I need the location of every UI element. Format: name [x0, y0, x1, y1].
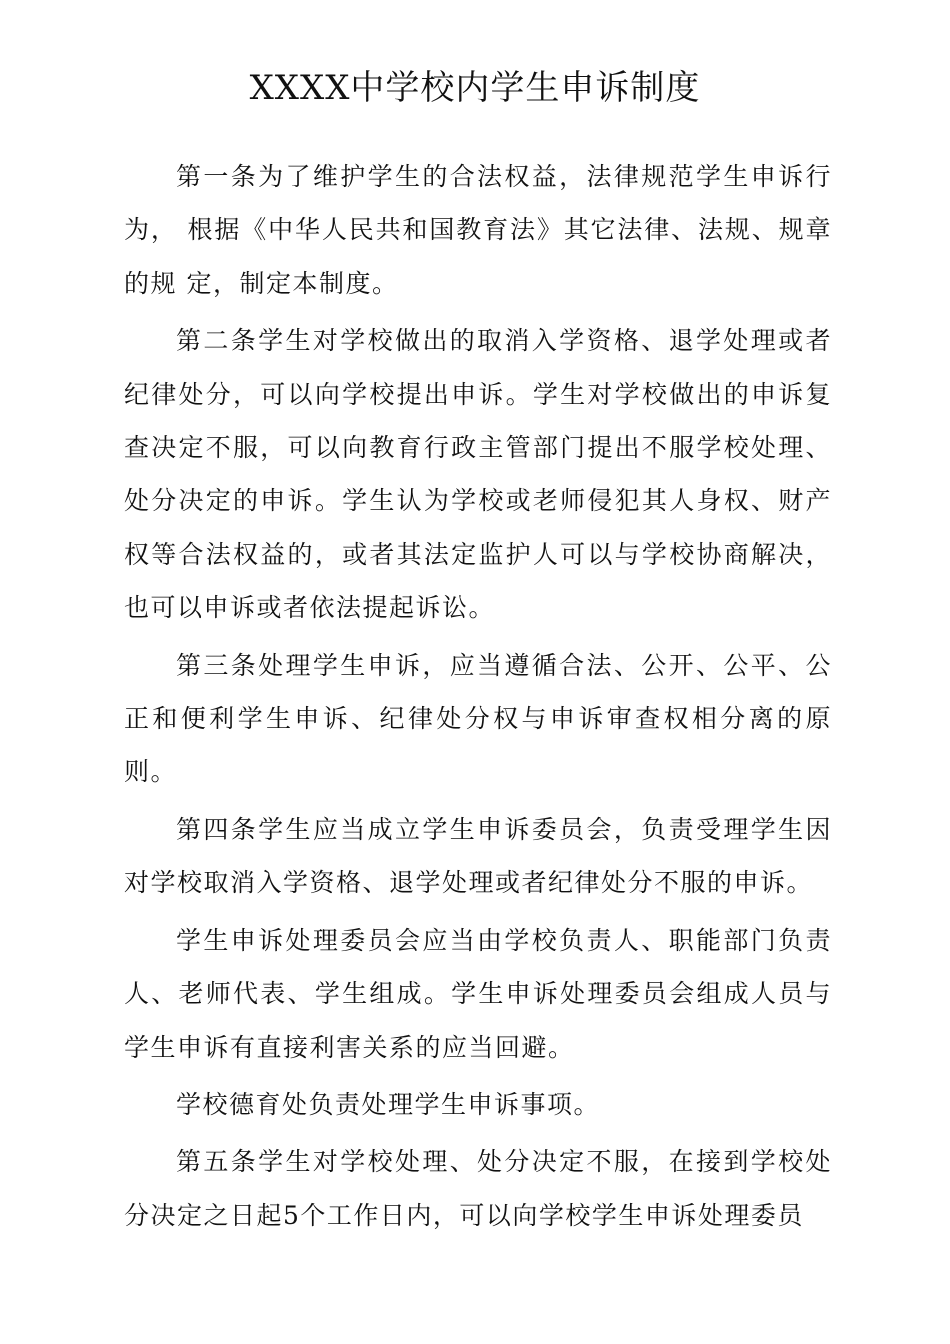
- paragraph-moral-education-office: 学校德育处负责处理学生申诉事项。: [176, 1089, 601, 1119]
- paragraph-article-2: 第二条学生对学校做出的取消入学资格、退学处理或者纪律处分，可以向学校提出申诉。学生对学校做出的申诉复查决定不服，可以向教育行政主管部门提出不服学校处理、处分决定的申诉。学生认为学校或老师侵犯其人身权、财产权等合法权益的，或者其法定监护人可以与学校协商解决，也可以申诉或者依法提起诉讼。: [124, 326, 832, 623]
- paragraph-committee-composition: 学生申诉处理委员会应当由学校负责人、职能部门负责人、老师代表、学生组成。学生申诉处理委员会组成人员与学生申诉有直接利害关系的应当回避。: [124, 925, 832, 1062]
- document-title: XXXX中学校内学生申诉制度: [249, 68, 701, 108]
- document-body: [124, 150, 832, 1246]
- paragraph-article-5: 第五条学生对学校处理、处分决定不服，在接到学校处分决定之日起5个工作日内，可以向学校学生申诉处理委员: [124, 1147, 832, 1230]
- paragraph-article-4: 第四条学生应当成立学生申诉委员会，负责受理学生因对学校取消入学资格、退学处理或者纪律处分不服的申诉。: [124, 814, 832, 898]
- paragraph-article-3: 第三条处理学生申诉，应当遵循合法、公开、公平、公正和便利学生申诉、纪律处分权与申诉审查权相分离的原则。: [124, 650, 832, 787]
- paragraph-article-1: 第一条为了维护学生的合法权益，法律规范学生申诉行为， 根据《中华人民共和国教育法》其它法律、法规、规章的规 定，制定本制度。: [124, 162, 832, 298]
